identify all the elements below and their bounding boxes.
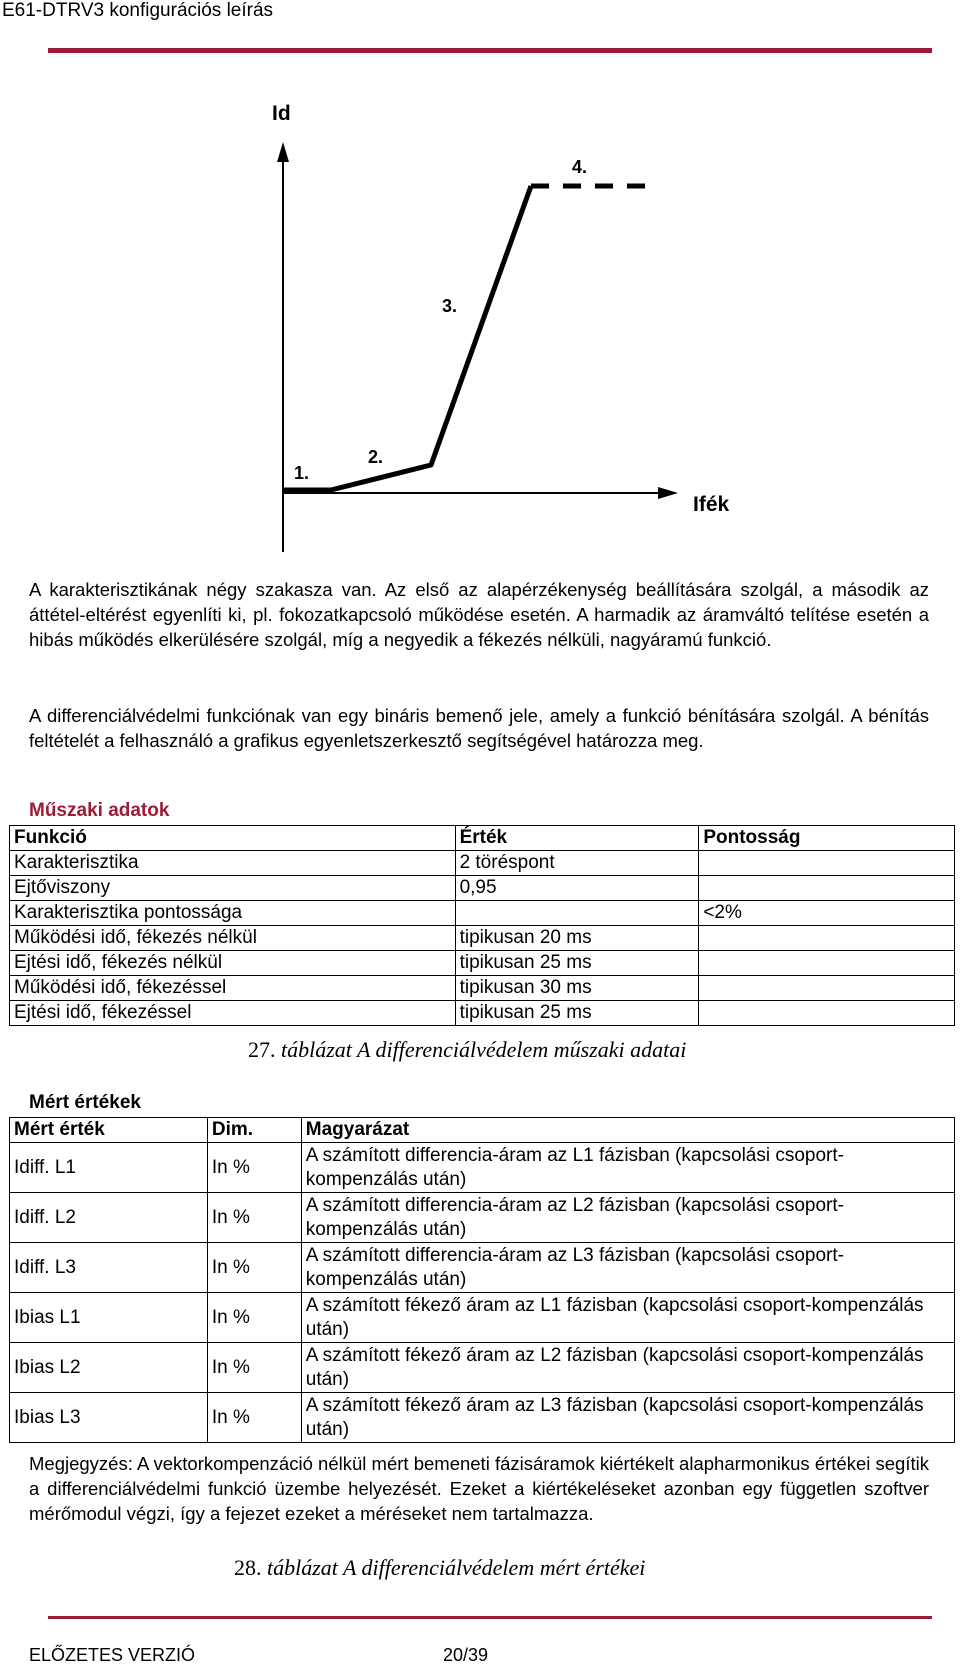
header-cell: Mért érték (10, 1118, 208, 1143)
table-cell: Működési idő, fékezés nélkül (10, 926, 456, 951)
table-cell: In % (207, 1343, 301, 1393)
caption-text: táblázat A differenciálvédelem műszaki adatai (281, 1037, 687, 1062)
table-cell: Karakterisztika pontossága (10, 901, 456, 926)
table-header-row (10, 1118, 955, 1143)
table-cell: 2 töréspont (455, 851, 699, 876)
table-cell: tipikusan 30 ms (455, 976, 699, 1001)
table-cell (699, 851, 955, 876)
table-row (10, 1001, 955, 1026)
caption-number: 27. (248, 1037, 276, 1062)
table-cell: Ejtési idő, fékezéssel (10, 1001, 456, 1026)
footer-rule (48, 1616, 932, 1619)
header-cell: Funkció (10, 826, 456, 851)
characteristic-diagram (0, 0, 960, 570)
table-cell: Ejtési idő, fékezés nélkül (10, 951, 456, 976)
caption-text: táblázat A differenciálvédelem mért értékei (267, 1555, 646, 1580)
measured-note: Megjegyzés: A vektorkompenzáció nélkül mért bemeneti fázisáramok kiértékelt alapharmonikus értékei segítik a differenciálvédelmi funkció üzembe helyezését. Ezeket a kiértékeléseket azonban egy független szoftver mérőmodul végzi, így a fejezet ezeket a méréseket nem tartalmazza. (29, 1453, 929, 1524)
table-cell: tipikusan 20 ms (455, 926, 699, 951)
measured-section-title: Mért értékek (29, 1092, 141, 1113)
table-cell: 0,95 (455, 876, 699, 901)
tech-section-title: Műszaki adatok (29, 800, 170, 821)
table-row (10, 851, 955, 876)
table-27-caption (248, 1037, 686, 1063)
table-header-row (10, 826, 955, 851)
characteristic-curve (283, 186, 531, 490)
table-cell (699, 876, 955, 901)
table-cell (699, 926, 955, 951)
table-cell: In % (207, 1393, 301, 1443)
table-row (10, 1343, 955, 1393)
table-cell: Ejtőviszony (10, 876, 456, 901)
table-row (10, 1143, 955, 1193)
table-cell: In % (207, 1293, 301, 1343)
y-axis-arrow (277, 142, 289, 162)
table-cell: In % (207, 1193, 301, 1243)
table-cell: Karakterisztika (10, 851, 456, 876)
paragraph-1: A karakterisztikának négy szakasza van. Az első az alapérzékenység beállítására szolgál, a második az áttétel-eltérést egyenlíti ki, pl. fokozatkapcsoló működése esetén. A harmadik az áramváltó telítése esetén a hibás működés elkerülésére szolgál, míg a negyedik a fékezés nélküli, nagyáramú funkció. (29, 579, 929, 650)
table-cell: Idiff. L2 (10, 1193, 208, 1243)
footer-version: ELŐZETES VERZIÓ (29, 1645, 196, 1665)
table-cell (455, 901, 699, 926)
table-cell: Ibias L3 (10, 1393, 208, 1443)
table-cell: In % (207, 1143, 301, 1193)
table-cell: tipikusan 25 ms (455, 951, 699, 976)
tech-data-table (9, 825, 955, 1026)
header-cell: Pontosság (699, 826, 955, 851)
table-cell: Ibias L2 (10, 1343, 208, 1393)
table-row (10, 901, 955, 926)
segment-label-2: 2. (368, 447, 384, 467)
table-cell: Működési idő, fékezéssel (10, 976, 456, 1001)
table-28-caption (234, 1555, 645, 1581)
page-number: 20/39 (443, 1645, 489, 1665)
table-cell: A számított fékező áram az L1 fázisban (kapcsolási csoport-kompenzálás után) (301, 1293, 954, 1343)
table-cell: In % (207, 1243, 301, 1293)
table-cell: <2% (699, 901, 955, 926)
x-axis-label: Ifék (693, 493, 730, 516)
table-cell: Idiff. L3 (10, 1243, 208, 1293)
caption-number: 28. (234, 1555, 262, 1580)
table-cell (699, 951, 955, 976)
table-cell (699, 1001, 955, 1026)
table-cell: A számított fékező áram az L3 fázisban (kapcsolási csoport-kompenzálás után) (301, 1393, 954, 1443)
table-row (10, 1243, 955, 1293)
table-cell: A számított differencia-áram az L3 fázisban (kapcsolási csoport-kompenzálás után) (301, 1243, 954, 1293)
table-row (10, 1393, 955, 1443)
header-cell: Érték (455, 826, 699, 851)
table-row (10, 926, 955, 951)
measured-values-table (9, 1117, 955, 1443)
header-cell: Dim. (207, 1118, 301, 1143)
header-cell: Magyarázat (301, 1118, 954, 1143)
y-axis-label: Id (272, 102, 291, 125)
table-cell: Ibias L1 (10, 1293, 208, 1343)
segment-label-1: 1. (294, 463, 310, 483)
segment-label-4: 4. (572, 157, 588, 177)
table-row (10, 976, 955, 1001)
segment-label-3: 3. (442, 296, 458, 316)
paragraph-2: A differenciálvédelmi funkciónak van egy bináris bemenő jele, amely a funkció bénítására szolgál. A bénítás feltételét a felhasználó a grafikus egyenletszerkesztő segítségével határozza meg. (29, 705, 929, 751)
table-cell (699, 976, 955, 1001)
table-cell: A számított differencia-áram az L2 fázisban (kapcsolási csoport-kompenzálás után) (301, 1193, 954, 1243)
table-row (10, 1193, 955, 1243)
table-cell: A számított fékező áram az L2 fázisban (kapcsolási csoport-kompenzálás után) (301, 1343, 954, 1393)
table-cell: Idiff. L1 (10, 1143, 208, 1193)
table-row (10, 1293, 955, 1343)
document-title: E61-DTRV3 konfigurációs leírás (2, 0, 274, 21)
table-row (10, 951, 955, 976)
table-row (10, 876, 955, 901)
x-axis-arrow (658, 487, 678, 499)
table-cell: A számított differencia-áram az L1 fázisban (kapcsolási csoport-kompenzálás után) (301, 1143, 954, 1193)
table-cell: tipikusan 25 ms (455, 1001, 699, 1026)
